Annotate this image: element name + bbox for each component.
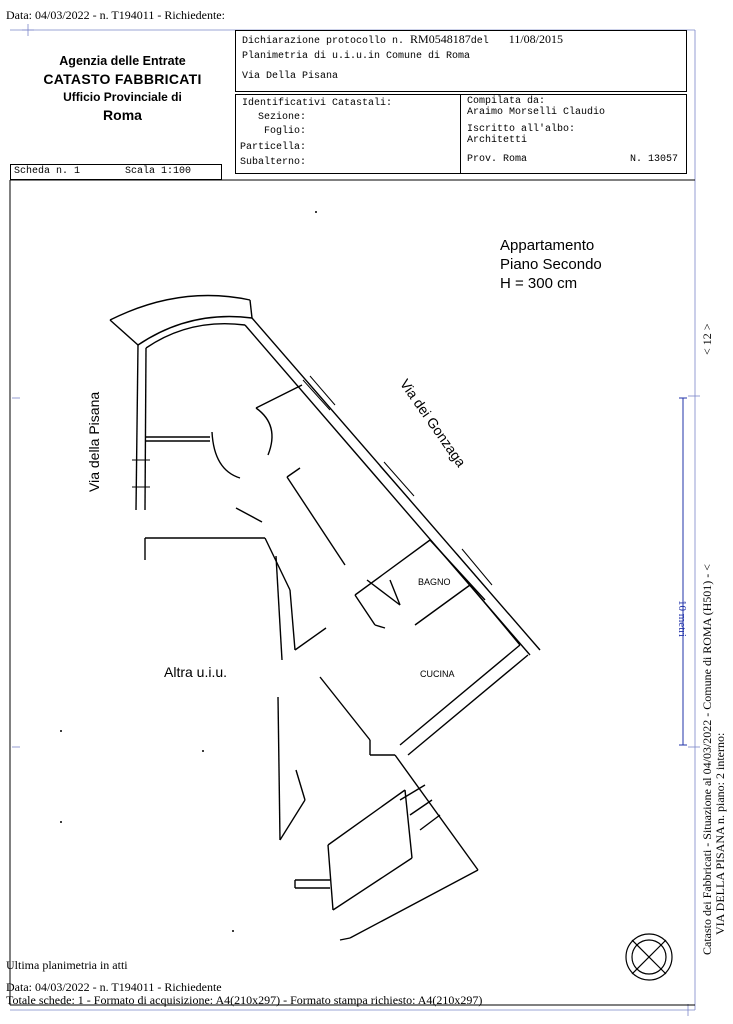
dichiarazione-label: Dichiarazione protocollo n. [242,36,405,47]
iscritto-label: Iscritto all'albo: [467,124,576,135]
compilata-name: Araimo Morselli Claudio [467,107,606,118]
iscritto-value: Architetti [467,135,528,146]
side-catasto-line: Catasto dei Fabbricati - Situazione al 04/03/2022 - Comune di ROMA (H501) - < [700,563,714,955]
scheda-label: Scheda n. 1 [14,166,81,177]
compilata-label: Compilata da: [467,96,546,107]
room-bagno-label: BAGNO [418,577,451,587]
scale-unit: metri [676,613,688,637]
identificativi-label: Identificativi Catastali: [242,98,393,109]
prov-number: N. 13057 [630,154,679,165]
scala-label: Scala 1:100 [125,166,192,177]
plan-title-line2: Piano Secondo [500,256,602,273]
subalterno-label: Subalterno: [240,157,307,168]
agency-line3: Ufficio Provinciale di [63,90,182,104]
agency-block [20,52,225,124]
footer-ultima: Ultima planimetria in atti [6,958,128,972]
footer-data: Data: 04/03/2022 - n. T194011 - Richiedente [6,980,222,994]
side-page-marker: < 12 > [700,323,714,355]
agency-line2: CATASTO FABBRICATI [43,71,202,87]
prov-label: Prov. Roma [467,154,528,165]
room-cucina-label: CUCINA [420,669,455,679]
planimetria-line: Planimetria di u.i.u.in Comune di Roma [242,51,471,62]
north-arrow-icon [626,934,672,980]
address-line: Via Della Pisana [242,71,339,82]
scale-bar-label [676,600,688,637]
agency-line1: Agenzia delle Entrate [59,54,186,68]
footer-totale: Totale schede: 1 - Formato di acquisizione: A4(210x297) - Formato stampa richiesto: A4(210x297) [6,993,483,1007]
divider [460,94,461,173]
dichiarazione-line [242,32,563,47]
protocollo-number: RM0548187 [410,32,471,46]
top-note: Data: 04/03/2022 - n. T194011 - Richiedente: [6,8,225,22]
plan-title-line3: H = 300 cm [500,275,578,292]
altra-uiu-label: Altra u.i.u. [164,664,228,680]
plan-title-line1: Appartamento [500,237,595,254]
foglio-label: Foglio: [264,126,307,137]
particella-label: Particella: [240,142,307,153]
sezione-label: Sezione: [258,112,307,123]
agency-line4: Roma [103,107,142,123]
plan-title [500,236,602,293]
street-diag-label: Via dei Gonzaga [396,376,470,470]
scale-value: 10 [676,600,688,611]
street-left-label: Via della Pisana [86,391,102,492]
del-label: del [470,36,489,47]
side-via-line: VIA DELLA PISANA n. piano: 2 interno: [713,732,727,935]
protocollo-date: 11/08/2015 [508,32,563,46]
